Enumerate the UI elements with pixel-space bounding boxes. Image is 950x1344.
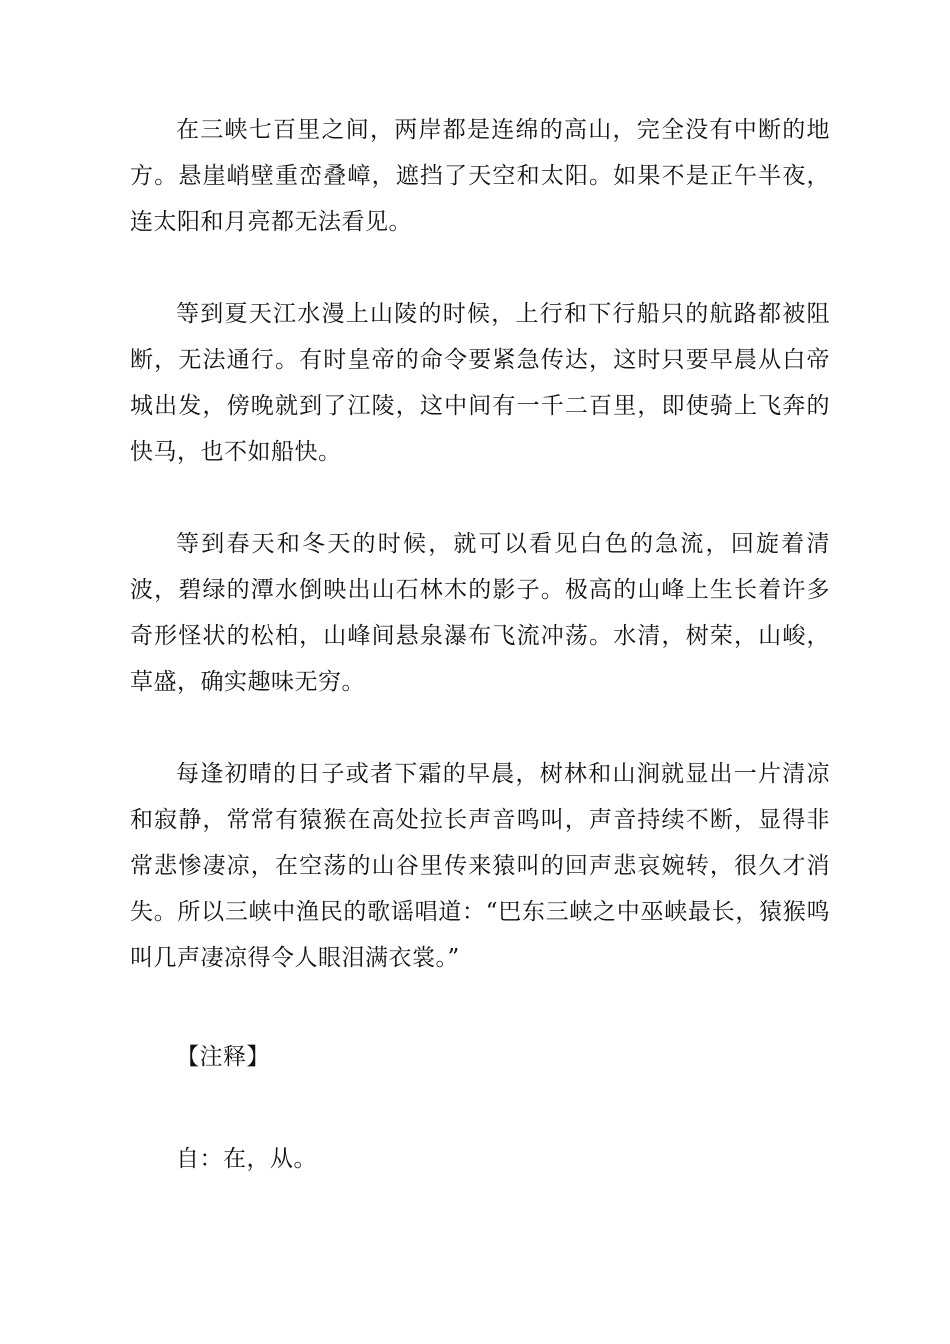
paragraph-4: 每逢初晴的日子或者下霜的早晨，树林和山涧就显出一片清凉和寂静，常常有猿猴在高处拉长声音鸣叫，声音持续不断，显得非常悲惨凄凉，在空荡的山谷里传来猿叫的回声悲哀婉转，很久才消失。所以三峡中渔民的歌谣唱道：“巴东三峡之中巫峡最长，猿猴鸣叫几声凄凉得令人眼泪满衣裳。” xyxy=(130,761,830,971)
paragraph-3: 等到春天和冬天的时候，就可以看见白色的急流，回旋着清波，碧绿的潭水倒映出山石林木的影子。极高的山峰上生长着许多奇形怪状的松柏，山峰间悬泉瀑布飞流冲荡。水清，树荣，山峻，草盛，确实趣味无穷。 xyxy=(130,531,830,695)
notes-heading: 【注释】 xyxy=(176,1044,270,1070)
paragraph-1: 在三峡七百里之间，两岸都是连绵的高山，完全没有中断的地方。悬崖峭壁重峦叠嶂，遮挡了天空和太阳。如果不是正午半夜，连太阳和月亮都无法看见。 xyxy=(130,117,830,235)
note-item: 自：在，从。 xyxy=(176,1146,317,1172)
paragraph-2: 等到夏天江水漫上山陵的时候，上行和下行船只的航路都被阻断，无法通行。有时皇帝的命令要紧急传达，这时只要早晨从白帝城出发，傍晚就到了江陵，这中间有一千二百里，即使骑上飞奔的快马，也不如船快。 xyxy=(130,301,830,465)
